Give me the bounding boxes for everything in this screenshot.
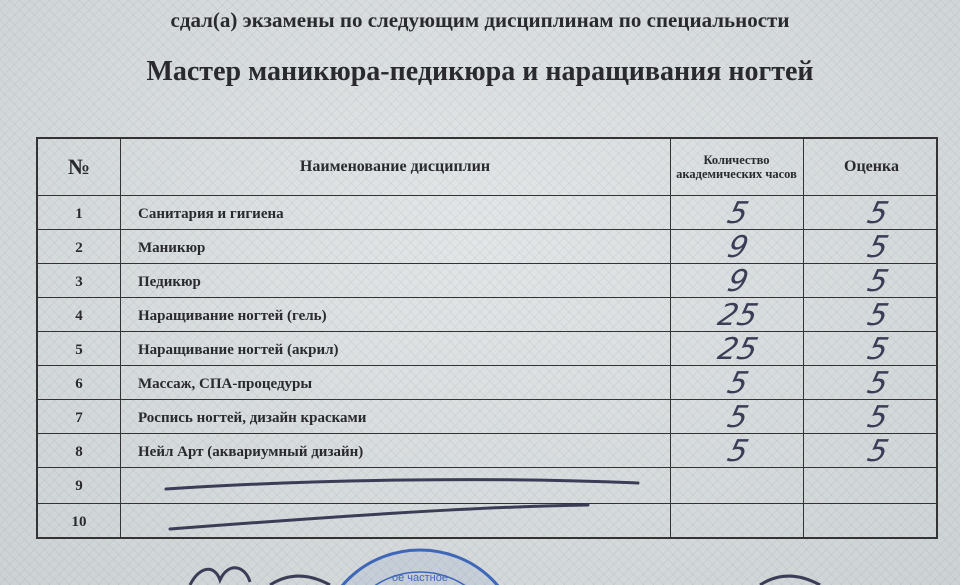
handwritten-hours: 5	[723, 434, 752, 469]
stamp-text: ое частное	[392, 572, 448, 584]
column-header-hours: Количество академических часов	[676, 153, 797, 181]
handwritten-grade: 5	[863, 264, 892, 299]
handwritten-grade: 5	[863, 230, 892, 265]
table-divider	[38, 195, 936, 196]
table-divider	[803, 139, 804, 537]
handwritten-hours: 9	[723, 230, 752, 265]
handwritten-hours: 5	[723, 366, 752, 401]
handwritten-hours: 5	[723, 196, 752, 231]
handwritten-hours: 5	[723, 400, 752, 435]
discipline-name: Санитария и гигиена	[138, 206, 284, 222]
discipline-name: Роспись ногтей, дизайн красками	[138, 410, 367, 426]
round-stamp	[315, 548, 525, 585]
row-number: 5	[75, 342, 83, 358]
handwritten-grade: 5	[863, 434, 892, 469]
row-number: 6	[75, 376, 83, 392]
discipline-name: Наращивание ногтей (гель)	[138, 308, 327, 324]
discipline-name: Маникюр	[138, 240, 206, 256]
strike-through-lines	[118, 477, 678, 541]
row-number: 1	[75, 206, 83, 222]
row-number: 3	[75, 274, 83, 290]
row-number: 2	[75, 240, 83, 256]
discipline-name: Нейл Арт (аквариумный дизайн)	[138, 444, 364, 460]
discipline-name: Наращивание ногтей (акрил)	[138, 342, 339, 358]
column-header-grade: Оценка	[844, 158, 899, 175]
handwritten-grade: 5	[863, 366, 892, 401]
row-number: 9	[75, 478, 83, 494]
handwritten-grade: 5	[863, 400, 892, 435]
handwritten-grade: 5	[863, 196, 892, 231]
row-number: 4	[75, 308, 83, 324]
specialty-title: Мастер маникюра-педикюра и наращивания ногтей	[146, 56, 814, 87]
column-header-number: №	[67, 154, 91, 179]
handwritten-hours: 25	[714, 298, 762, 333]
grades-table	[36, 137, 938, 539]
discipline-name: Массаж, СПА-процедуры	[138, 376, 313, 392]
handwritten-grade: 5	[863, 332, 892, 367]
exam-subtitle: сдал(а) экзамены по следующим дисциплинам по специальности	[170, 8, 790, 32]
column-header-discipline: Наименование дисциплин	[299, 158, 491, 175]
handwritten-hours: 25	[714, 332, 762, 367]
handwritten-grade: 5	[863, 298, 892, 333]
row-number: 10	[71, 514, 87, 530]
handwritten-hours: 9	[723, 264, 752, 299]
row-number: 7	[75, 410, 83, 426]
discipline-name: Педикюр	[138, 274, 201, 290]
row-number: 8	[75, 444, 83, 460]
